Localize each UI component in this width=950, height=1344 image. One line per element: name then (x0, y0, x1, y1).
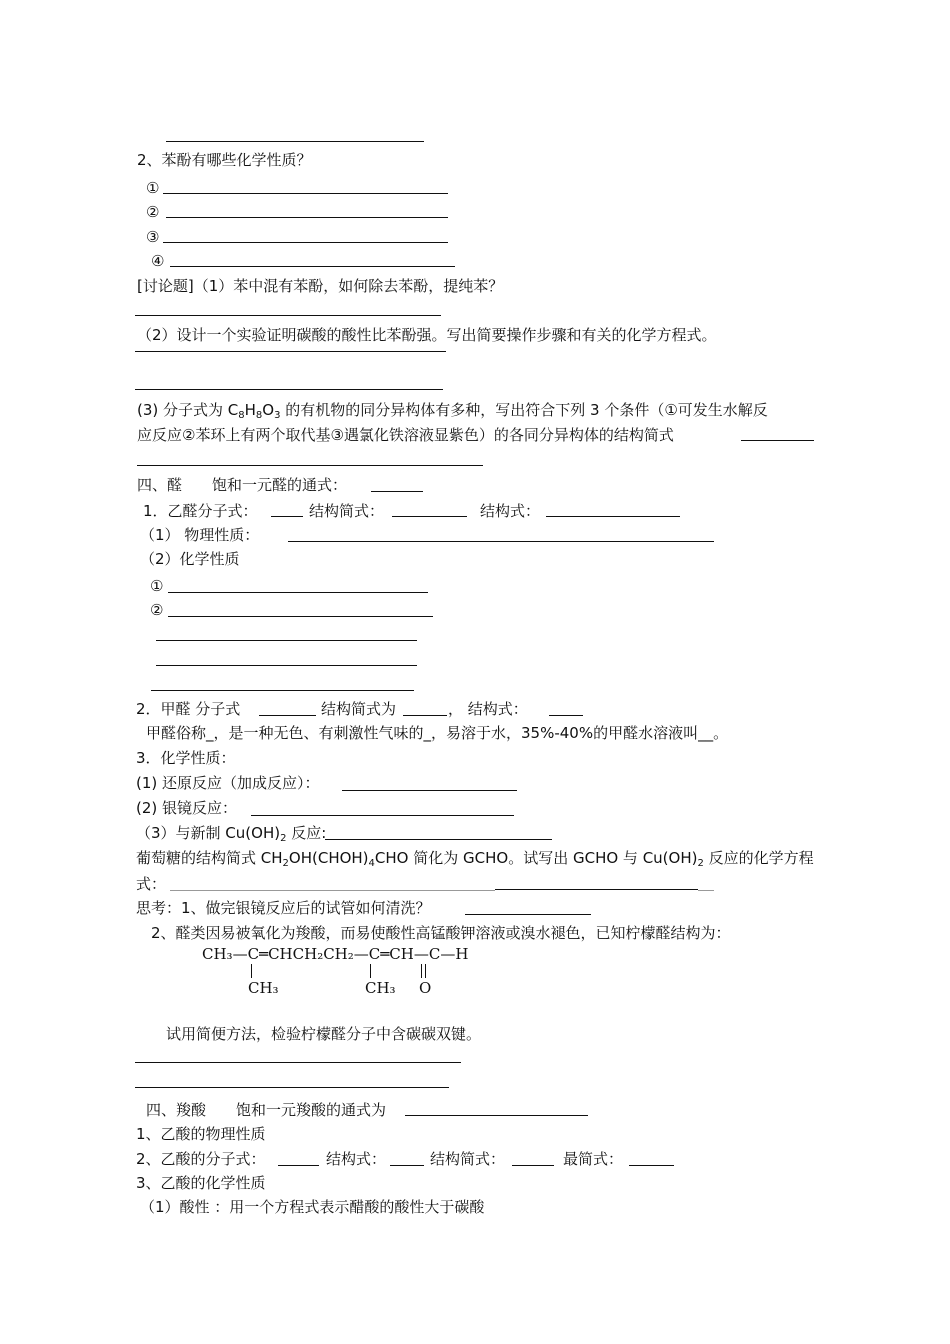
answer-line[interactable] (170, 266, 455, 267)
answer-line[interactable] (135, 1087, 449, 1088)
silver-mirror-label: (2) 银镜反应： (136, 799, 238, 817)
answer-line[interactable] (156, 665, 417, 666)
answer-line[interactable] (325, 839, 552, 840)
reduction-reaction-label: (1) 还原反应（加成反应）： (136, 774, 320, 792)
answer-line[interactable] (163, 242, 448, 243)
answer-line[interactable] (151, 690, 414, 691)
answer-line[interactable] (170, 890, 495, 891)
discussion-question-2: （2）设计一个实验证明碳酸的酸性比苯酚强。写出简要操作步骤和有关的化学方程式。 (137, 326, 717, 344)
answer-line[interactable] (135, 1062, 461, 1063)
formaldehyde-formula-label: 2．甲醛 分子式 (136, 700, 241, 718)
answer-line[interactable] (371, 491, 423, 492)
answer-line[interactable] (163, 193, 448, 194)
acetic-chemical-label: 3、乙酸的化学性质 (136, 1174, 266, 1192)
citral-structure (202, 945, 482, 1000)
answer-line[interactable] (546, 516, 680, 517)
bond-line (421, 964, 422, 978)
question-2-title: 2、苯酚有哪些化学性质？ (137, 151, 312, 169)
citral-test-question: 试用简便方法，检验柠檬醛分子中含碳碳双键。 (166, 1025, 482, 1043)
answer-line[interactable] (549, 715, 583, 716)
citral-substituent: CH₃ (248, 979, 279, 997)
citral-substituent: O (419, 979, 432, 997)
answer-line[interactable] (135, 315, 441, 316)
bond-line (370, 964, 371, 978)
answer-line[interactable] (288, 541, 714, 542)
item-marker: ④ (151, 252, 165, 270)
answer-line[interactable] (495, 889, 698, 890)
item-marker: ① (146, 179, 160, 197)
item-marker: ② (150, 601, 164, 619)
answer-line[interactable] (135, 389, 443, 390)
acetic-empirical-label: 最简式： (563, 1150, 624, 1168)
formaldehyde-structural-label: ， 结构式： (448, 700, 528, 718)
answer-line[interactable] (166, 141, 424, 142)
copper-hydroxide-label: （3）与新制 $Cu(OH)_2$ 反应: (136, 824, 327, 844)
answer-line[interactable] (390, 1165, 424, 1166)
acetaldehyde-struct-label: 结构简式： (309, 502, 385, 520)
answer-line[interactable] (392, 516, 467, 517)
answer-line[interactable] (271, 516, 303, 517)
bond-line (251, 964, 252, 978)
answer-line[interactable] (698, 890, 714, 891)
think-question-1: 思考：1、做完银镜反应后的试管如何清洗？ (136, 899, 431, 917)
discussion-question-3: (3) 分子式为 $C_8H_8O_3$ 的有机物的同分异构体有多种，写出符合下列 3 个条件（①可发生水解反 (137, 401, 768, 421)
glucose-text-cont: 式： (136, 875, 167, 893)
acetic-formula-label: 2、乙酸的分子式： (136, 1150, 266, 1168)
item-marker: ③ (146, 228, 160, 246)
acetic-physical-label: 1、乙酸的物理性质 (136, 1125, 266, 1143)
chemical-properties-label: （2）化学性质 (140, 550, 240, 568)
answer-line[interactable] (251, 815, 514, 816)
answer-line[interactable] (137, 465, 483, 466)
bond-line (425, 964, 426, 978)
answer-line[interactable] (168, 616, 433, 617)
answer-line[interactable] (278, 1165, 319, 1166)
answer-line[interactable] (741, 440, 814, 441)
item-marker: ① (150, 577, 164, 595)
think-question-2: 2、醛类因易被氧化为羧酸，而易使酸性高锰酸钾溶液或溴水褪色，已知柠檬醛结构为： (151, 924, 731, 942)
discussion-question-1: [讨论题]（1）苯中混有苯酚，如何除去苯酚，提纯苯？ (137, 277, 504, 295)
answer-line[interactable] (512, 1165, 554, 1166)
answer-line[interactable] (168, 592, 428, 593)
acetic-struct-label: 结构简式： (430, 1150, 506, 1168)
answer-line[interactable] (629, 1165, 674, 1166)
acid-heading: 四、羧酸 饱和一元羧酸的通式为 (146, 1101, 387, 1119)
answer-line[interactable] (405, 1115, 588, 1116)
answer-line[interactable] (465, 914, 591, 915)
answer-line[interactable] (166, 217, 448, 218)
glucose-text: 葡萄糖的结构简式 $CH_2OH(CHOH)_4CHO$ 简化为 GCHO。试写出 GCHO 与 $Cu(OH)_2$ 反应的化学方程 (136, 849, 814, 869)
answer-line[interactable] (156, 640, 417, 641)
acidity-question: （1）酸性 ：用一个方程式表示醋酸的酸性大于碳酸 (140, 1198, 485, 1216)
aldehyde-heading: 四、醛 饱和一元醛的通式： (137, 476, 348, 494)
item-marker: ② (146, 203, 160, 221)
chemical-properties-heading: 3．化学性质： (136, 749, 236, 767)
answer-line[interactable] (403, 715, 447, 716)
discussion-question-3-cont: 应反应②苯环上有两个取代基③遇氯化铁溶液显紫色）的各同分异构体的结构简式 (137, 426, 674, 444)
acetaldehyde-structural-label: 结构式： (480, 502, 541, 520)
acetic-structural-label: 结构式： (326, 1150, 387, 1168)
citral-substituent: CH₃ (365, 979, 396, 997)
answer-line[interactable] (259, 715, 316, 716)
acetaldehyde-formula-label: 1．乙醛分子式： (143, 502, 258, 520)
citral-main-chain: CH₃—C═CHCH₂CH₂—C═CH—C—H (202, 945, 469, 963)
formaldehyde-struct-label: 结构简式为 (321, 700, 397, 718)
answer-line[interactable] (135, 351, 446, 352)
formaldehyde-alias-text: 甲醛俗称_，是一种无色、有刺激性气味的_，易溶于水，35%-40%的甲醛水溶液叫__。 (146, 724, 729, 742)
answer-line[interactable] (342, 790, 517, 791)
physical-properties-label: （1） 物理性质： (140, 526, 260, 544)
